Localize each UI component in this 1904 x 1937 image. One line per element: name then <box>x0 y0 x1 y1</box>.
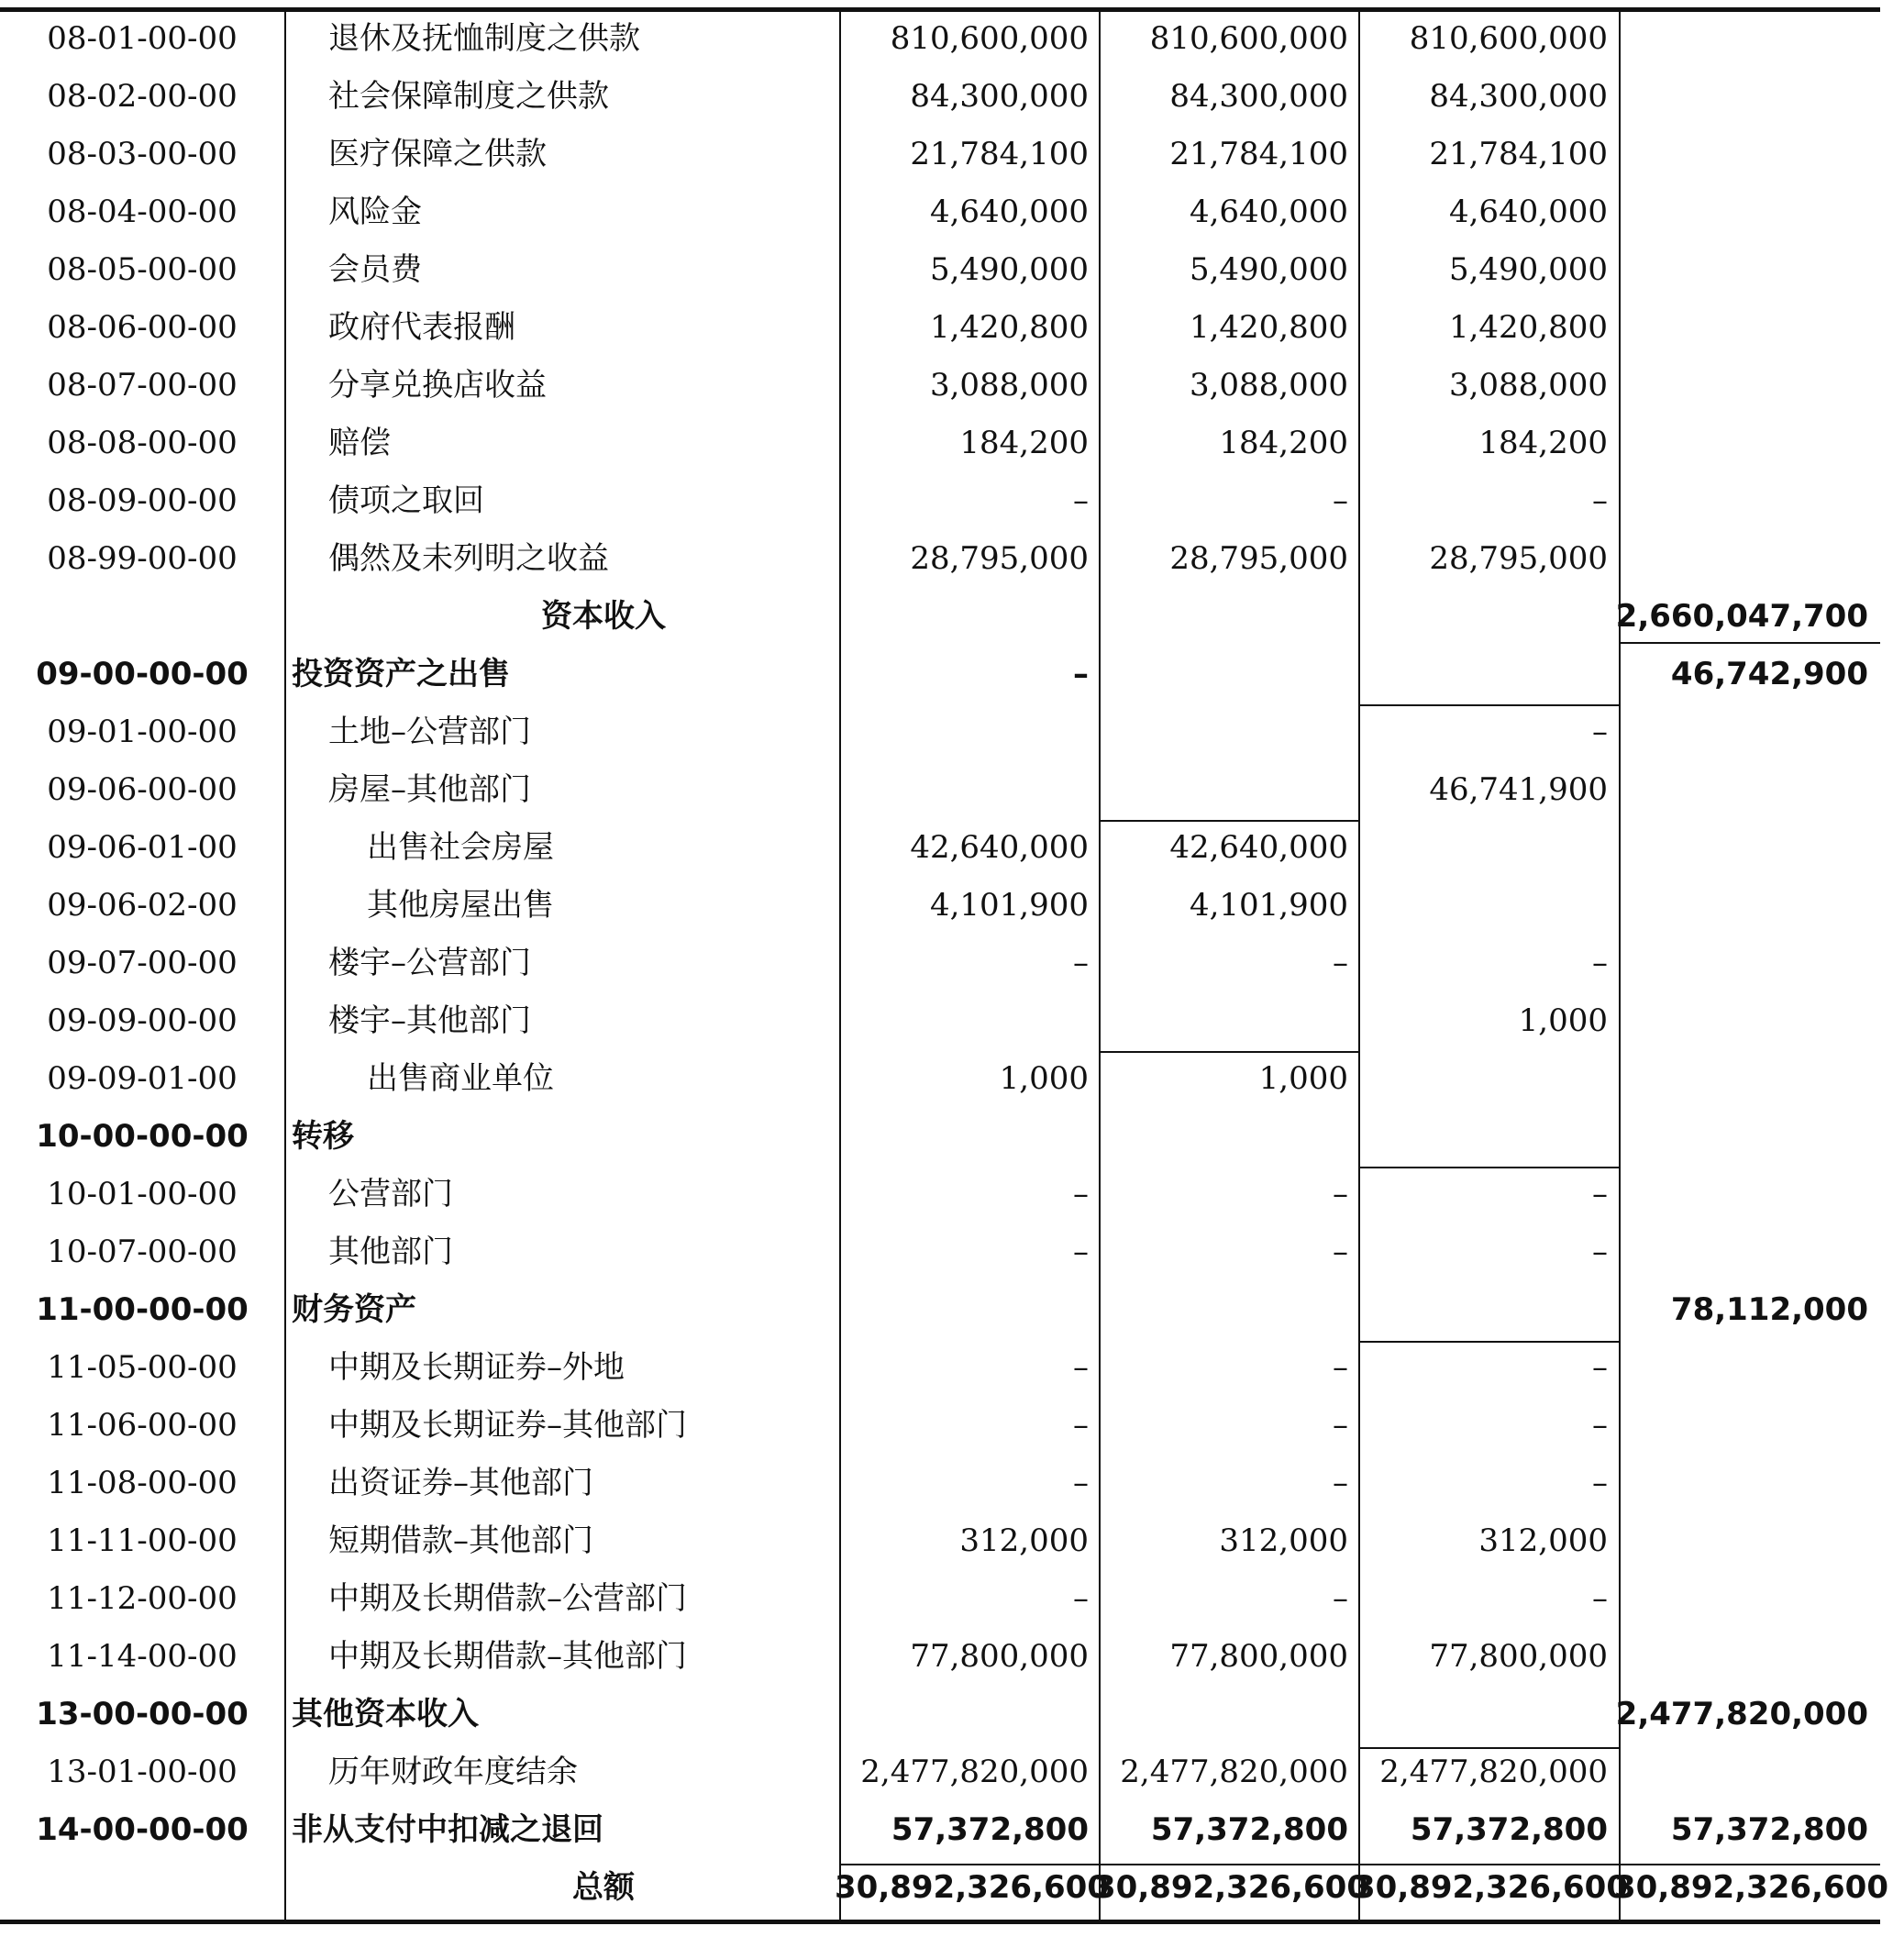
account-description: 其他资本收入 <box>292 1696 479 1732</box>
amount-col-4 <box>1614 761 1868 819</box>
amount-col-2: 1,000 <box>1258 1060 1348 1097</box>
account-code: 09-06-00-00 <box>47 771 238 808</box>
account-description: 赔偿 <box>328 425 391 461</box>
amount-col-1: – <box>1073 482 1089 519</box>
rule-line <box>1358 1341 1619 1343</box>
account-code: 11-00-00-00 <box>36 1291 249 1328</box>
account-code: 14-00-00-00 <box>36 1811 249 1848</box>
account-code: 11-08-00-00 <box>47 1465 238 1501</box>
amount-col-1: 30,892,326,600 <box>835 1869 1109 1906</box>
account-description: 财务资产 <box>292 1291 416 1328</box>
amount-col-4: 2,660,047,700 <box>1615 598 1868 635</box>
amount-col-1: 1,000 <box>999 1060 1089 1097</box>
amount-col-2: 84,300,000 <box>1169 78 1348 115</box>
amount-col-1 <box>835 703 1089 761</box>
amount-col-2: – <box>1333 482 1348 519</box>
amount-col-3: – <box>1592 482 1608 519</box>
account-description: 投资资产之出售 <box>292 656 510 692</box>
rule-line <box>0 7 1880 12</box>
amount-col-2 <box>1094 761 1348 819</box>
amount-col-1: 77,800,000 <box>910 1638 1089 1675</box>
amount-col-3: 1,000 <box>1518 1002 1608 1039</box>
amount-col-1: 4,640,000 <box>929 194 1089 230</box>
account-description: 会员费 <box>328 251 422 288</box>
amount-col-2 <box>1094 646 1348 703</box>
amount-col-3: 1,420,800 <box>1448 309 1608 346</box>
amount-col-1: 4,101,900 <box>929 887 1089 924</box>
amount-col-4 <box>1614 819 1868 877</box>
amount-col-3: – <box>1592 1349 1608 1386</box>
amount-col-2: 312,000 <box>1219 1522 1348 1559</box>
amount-col-3: 312,000 <box>1478 1522 1608 1559</box>
rule-line <box>839 1864 1880 1865</box>
account-description: 出资证券–其他部门 <box>328 1465 593 1501</box>
amount-col-1: – <box>1073 1407 1089 1444</box>
account-code: 13-00-00-00 <box>36 1696 249 1732</box>
amount-col-4 <box>1614 1628 1868 1686</box>
column-divider <box>1619 9 1621 1920</box>
account-description: 分享兑换店收益 <box>328 367 547 404</box>
amount-col-3 <box>1354 1686 1608 1743</box>
amount-col-2: 42,640,000 <box>1169 829 1348 866</box>
amount-col-2: – <box>1333 1349 1348 1386</box>
amount-col-3 <box>1354 588 1608 646</box>
account-code: 09-07-00-00 <box>47 945 238 981</box>
amount-col-4: 46,742,900 <box>1670 656 1868 692</box>
account-description: 公营部门 <box>328 1176 453 1212</box>
rule-line <box>1358 704 1619 706</box>
account-code: 08-99-00-00 <box>47 540 238 577</box>
amount-col-2: – <box>1333 1176 1348 1212</box>
amount-col-2: 57,372,800 <box>1150 1811 1348 1848</box>
amount-col-3: 810,600,000 <box>1409 20 1608 57</box>
rule-line <box>1619 642 1880 644</box>
account-description: 历年财政年度结余 <box>328 1754 578 1790</box>
amount-col-2: – <box>1333 1580 1348 1617</box>
account-description: 医疗保障之供款 <box>328 136 547 172</box>
amount-col-1: – <box>1073 1176 1089 1212</box>
amount-col-3: – <box>1592 714 1608 750</box>
account-code: 08-05-00-00 <box>47 251 238 288</box>
account-code: 08-06-00-00 <box>47 309 238 346</box>
account-description: 总额 <box>572 1869 635 1906</box>
amount-col-2: 184,200 <box>1219 425 1348 461</box>
account-code <box>28 1859 257 1917</box>
amount-col-3: – <box>1592 1580 1608 1617</box>
account-code: 11-12-00-00 <box>47 1580 238 1617</box>
amount-col-2 <box>1094 992 1348 1050</box>
account-code: 09-00-00-00 <box>36 656 249 692</box>
amount-col-4 <box>1614 1050 1868 1108</box>
amount-col-3: – <box>1592 1407 1608 1444</box>
account-description: 其他房屋出售 <box>367 887 554 924</box>
account-code: 11-05-00-00 <box>47 1349 238 1386</box>
amount-col-3: – <box>1592 1176 1608 1212</box>
amount-col-3: 84,300,000 <box>1429 78 1608 115</box>
amount-col-2: 3,088,000 <box>1189 367 1348 404</box>
rule-line <box>1358 1747 1619 1749</box>
amount-col-3: 46,741,900 <box>1429 771 1608 808</box>
amount-col-3: 4,640,000 <box>1448 194 1608 230</box>
amount-col-4 <box>1614 299 1868 357</box>
amount-col-2 <box>1094 1686 1348 1743</box>
account-code: 08-01-00-00 <box>47 20 238 57</box>
amount-col-1: 810,600,000 <box>890 20 1089 57</box>
amount-col-2 <box>1094 703 1348 761</box>
amount-col-2: – <box>1333 1465 1348 1501</box>
amount-col-2: – <box>1333 945 1348 981</box>
amount-col-3: 2,477,820,000 <box>1379 1754 1608 1790</box>
amount-col-2: 2,477,820,000 <box>1120 1754 1348 1790</box>
amount-col-1: 2,477,820,000 <box>860 1754 1089 1790</box>
amount-col-1: 57,372,800 <box>891 1811 1089 1848</box>
account-description: 其他部门 <box>328 1234 453 1270</box>
amount-col-2: – <box>1333 1407 1348 1444</box>
amount-col-2: 28,795,000 <box>1169 540 1348 577</box>
amount-col-4 <box>1614 530 1868 588</box>
amount-col-1: – <box>1073 1465 1089 1501</box>
account-description: 退休及抚恤制度之供款 <box>328 20 640 57</box>
rule-line <box>0 1920 1880 1924</box>
amount-col-4 <box>1614 10 1868 68</box>
account-code: 10-01-00-00 <box>47 1176 238 1212</box>
amount-col-2: 4,101,900 <box>1189 887 1348 924</box>
amount-col-1: – <box>1073 945 1089 981</box>
amount-col-3: – <box>1592 1465 1608 1501</box>
account-description: 出售商业单位 <box>367 1060 554 1097</box>
account-code: 09-06-01-00 <box>47 829 238 866</box>
amount-col-2: 5,490,000 <box>1189 251 1348 288</box>
account-description: 非从支付中扣减之退回 <box>292 1811 603 1848</box>
column-divider <box>284 9 286 1920</box>
account-description: 楼宇–其他部门 <box>328 1002 531 1039</box>
account-code: 11-11-00-00 <box>47 1522 238 1559</box>
account-code: 08-08-00-00 <box>47 425 238 461</box>
amount-col-4 <box>1614 1223 1868 1281</box>
amount-col-2 <box>1094 588 1348 646</box>
amount-col-4: 78,112,000 <box>1670 1291 1868 1328</box>
account-description: 风险金 <box>328 194 422 230</box>
account-description: 中期及长期证券–其他部门 <box>328 1407 687 1444</box>
amount-col-3 <box>1354 646 1608 703</box>
amount-col-4: 30,892,326,600 <box>1614 1869 1888 1906</box>
amount-col-4 <box>1614 703 1868 761</box>
amount-col-1: 21,784,100 <box>910 136 1089 172</box>
account-description: 社会保障制度之供款 <box>328 78 609 115</box>
amount-col-2: 77,800,000 <box>1169 1638 1348 1675</box>
account-code: 09-01-00-00 <box>47 714 238 750</box>
amount-col-1: 184,200 <box>959 425 1089 461</box>
amount-col-4 <box>1614 472 1868 530</box>
amount-col-3: 77,800,000 <box>1429 1638 1608 1675</box>
account-description: 债项之取回 <box>328 482 484 519</box>
amount-col-2: – <box>1333 1234 1348 1270</box>
amount-col-3: – <box>1592 945 1608 981</box>
amount-col-1: 28,795,000 <box>910 540 1089 577</box>
account-description: 楼宇–公营部门 <box>328 945 531 981</box>
account-description: 出售社会房屋 <box>367 829 554 866</box>
account-code: 11-06-00-00 <box>47 1407 238 1444</box>
amount-col-4 <box>1614 241 1868 299</box>
amount-col-4 <box>1614 877 1868 935</box>
amount-col-3 <box>1354 877 1608 935</box>
amount-col-4 <box>1614 1455 1868 1512</box>
account-code: 09-09-01-00 <box>47 1060 238 1097</box>
account-code: 08-07-00-00 <box>47 367 238 404</box>
amount-col-3: 30,892,326,600 <box>1354 1869 1628 1906</box>
rule-line <box>1358 1167 1619 1168</box>
account-description: 政府代表报酬 <box>328 309 515 346</box>
amount-col-4 <box>1614 1108 1868 1166</box>
amount-col-1: 1,420,800 <box>929 309 1089 346</box>
amount-col-1: 42,640,000 <box>910 829 1089 866</box>
account-code: 08-02-00-00 <box>47 78 238 115</box>
amount-col-4 <box>1614 1339 1868 1397</box>
account-code: 09-09-00-00 <box>47 1002 238 1039</box>
amount-col-4 <box>1614 415 1868 472</box>
account-code <box>28 588 257 646</box>
account-description: 短期借款–其他部门 <box>328 1522 593 1559</box>
amount-col-1: 3,088,000 <box>929 367 1089 404</box>
amount-col-4 <box>1614 1512 1868 1570</box>
column-divider <box>1358 9 1360 1920</box>
amount-col-4 <box>1614 1397 1868 1455</box>
amount-col-4 <box>1614 935 1868 992</box>
account-description: 中期及长期证券–外地 <box>328 1349 625 1386</box>
amount-col-3: 3,088,000 <box>1448 367 1608 404</box>
amount-col-1: – <box>1073 1580 1089 1617</box>
amount-col-1: – <box>1073 656 1089 692</box>
amount-col-3 <box>1354 819 1608 877</box>
amount-col-3: 28,795,000 <box>1429 540 1608 577</box>
amount-col-1: – <box>1073 1349 1089 1386</box>
amount-col-2 <box>1094 1281 1348 1339</box>
amount-col-3: 184,200 <box>1478 425 1608 461</box>
amount-col-1 <box>835 992 1089 1050</box>
rule-line <box>1099 820 1358 822</box>
amount-col-3: 21,784,100 <box>1429 136 1608 172</box>
account-description: 转移 <box>292 1118 354 1155</box>
amount-col-3 <box>1354 1050 1608 1108</box>
amount-col-2: 30,892,326,600 <box>1094 1869 1368 1906</box>
amount-col-2: 21,784,100 <box>1169 136 1348 172</box>
amount-col-2: 4,640,000 <box>1189 194 1348 230</box>
amount-col-1: – <box>1073 1234 1089 1270</box>
account-description: 房屋–其他部门 <box>328 771 531 808</box>
account-description: 中期及长期借款–公营部门 <box>328 1580 687 1617</box>
account-code: 13-01-00-00 <box>47 1754 238 1790</box>
account-code: 09-06-02-00 <box>47 887 238 924</box>
column-divider <box>839 9 841 1920</box>
amount-col-4 <box>1614 68 1868 126</box>
amount-col-3: 57,372,800 <box>1410 1811 1608 1848</box>
amount-col-1: 84,300,000 <box>910 78 1089 115</box>
amount-col-4 <box>1614 992 1868 1050</box>
amount-col-3: – <box>1592 1234 1608 1270</box>
amount-col-1 <box>835 1108 1089 1166</box>
account-description: 资本收入 <box>541 598 666 635</box>
account-code: 08-03-00-00 <box>47 136 238 172</box>
amount-col-1 <box>835 1281 1089 1339</box>
amount-col-3 <box>1354 1108 1608 1166</box>
amount-col-2: 810,600,000 <box>1149 20 1348 57</box>
amount-col-2 <box>1094 1108 1348 1166</box>
account-code: 08-04-00-00 <box>47 194 238 230</box>
amount-col-4 <box>1614 1743 1868 1801</box>
amount-col-4: 57,372,800 <box>1670 1811 1868 1848</box>
amount-col-1 <box>835 761 1089 819</box>
amount-col-4 <box>1614 357 1868 415</box>
account-code: 08-09-00-00 <box>47 482 238 519</box>
rule-line <box>1099 1051 1358 1053</box>
amount-col-3 <box>1354 1281 1608 1339</box>
column-divider <box>1099 9 1101 1920</box>
amount-col-4 <box>1614 1570 1868 1628</box>
account-description: 中期及长期借款–其他部门 <box>328 1638 687 1675</box>
amount-col-2: 1,420,800 <box>1189 309 1348 346</box>
amount-col-4 <box>1614 1166 1868 1223</box>
account-description: 偶然及未列明之收益 <box>328 540 609 577</box>
account-description: 土地–公营部门 <box>328 714 531 750</box>
amount-col-1 <box>835 588 1089 646</box>
amount-col-1 <box>835 1686 1089 1743</box>
amount-col-1: 5,490,000 <box>929 251 1089 288</box>
account-code: 10-00-00-00 <box>36 1118 249 1155</box>
amount-col-4 <box>1614 126 1868 183</box>
account-code: 10-07-00-00 <box>47 1234 238 1270</box>
amount-col-4: 2,477,820,000 <box>1615 1696 1868 1732</box>
amount-col-4 <box>1614 183 1868 241</box>
amount-col-1: 312,000 <box>959 1522 1089 1559</box>
amount-col-3: 5,490,000 <box>1448 251 1608 288</box>
account-code: 11-14-00-00 <box>47 1638 238 1675</box>
